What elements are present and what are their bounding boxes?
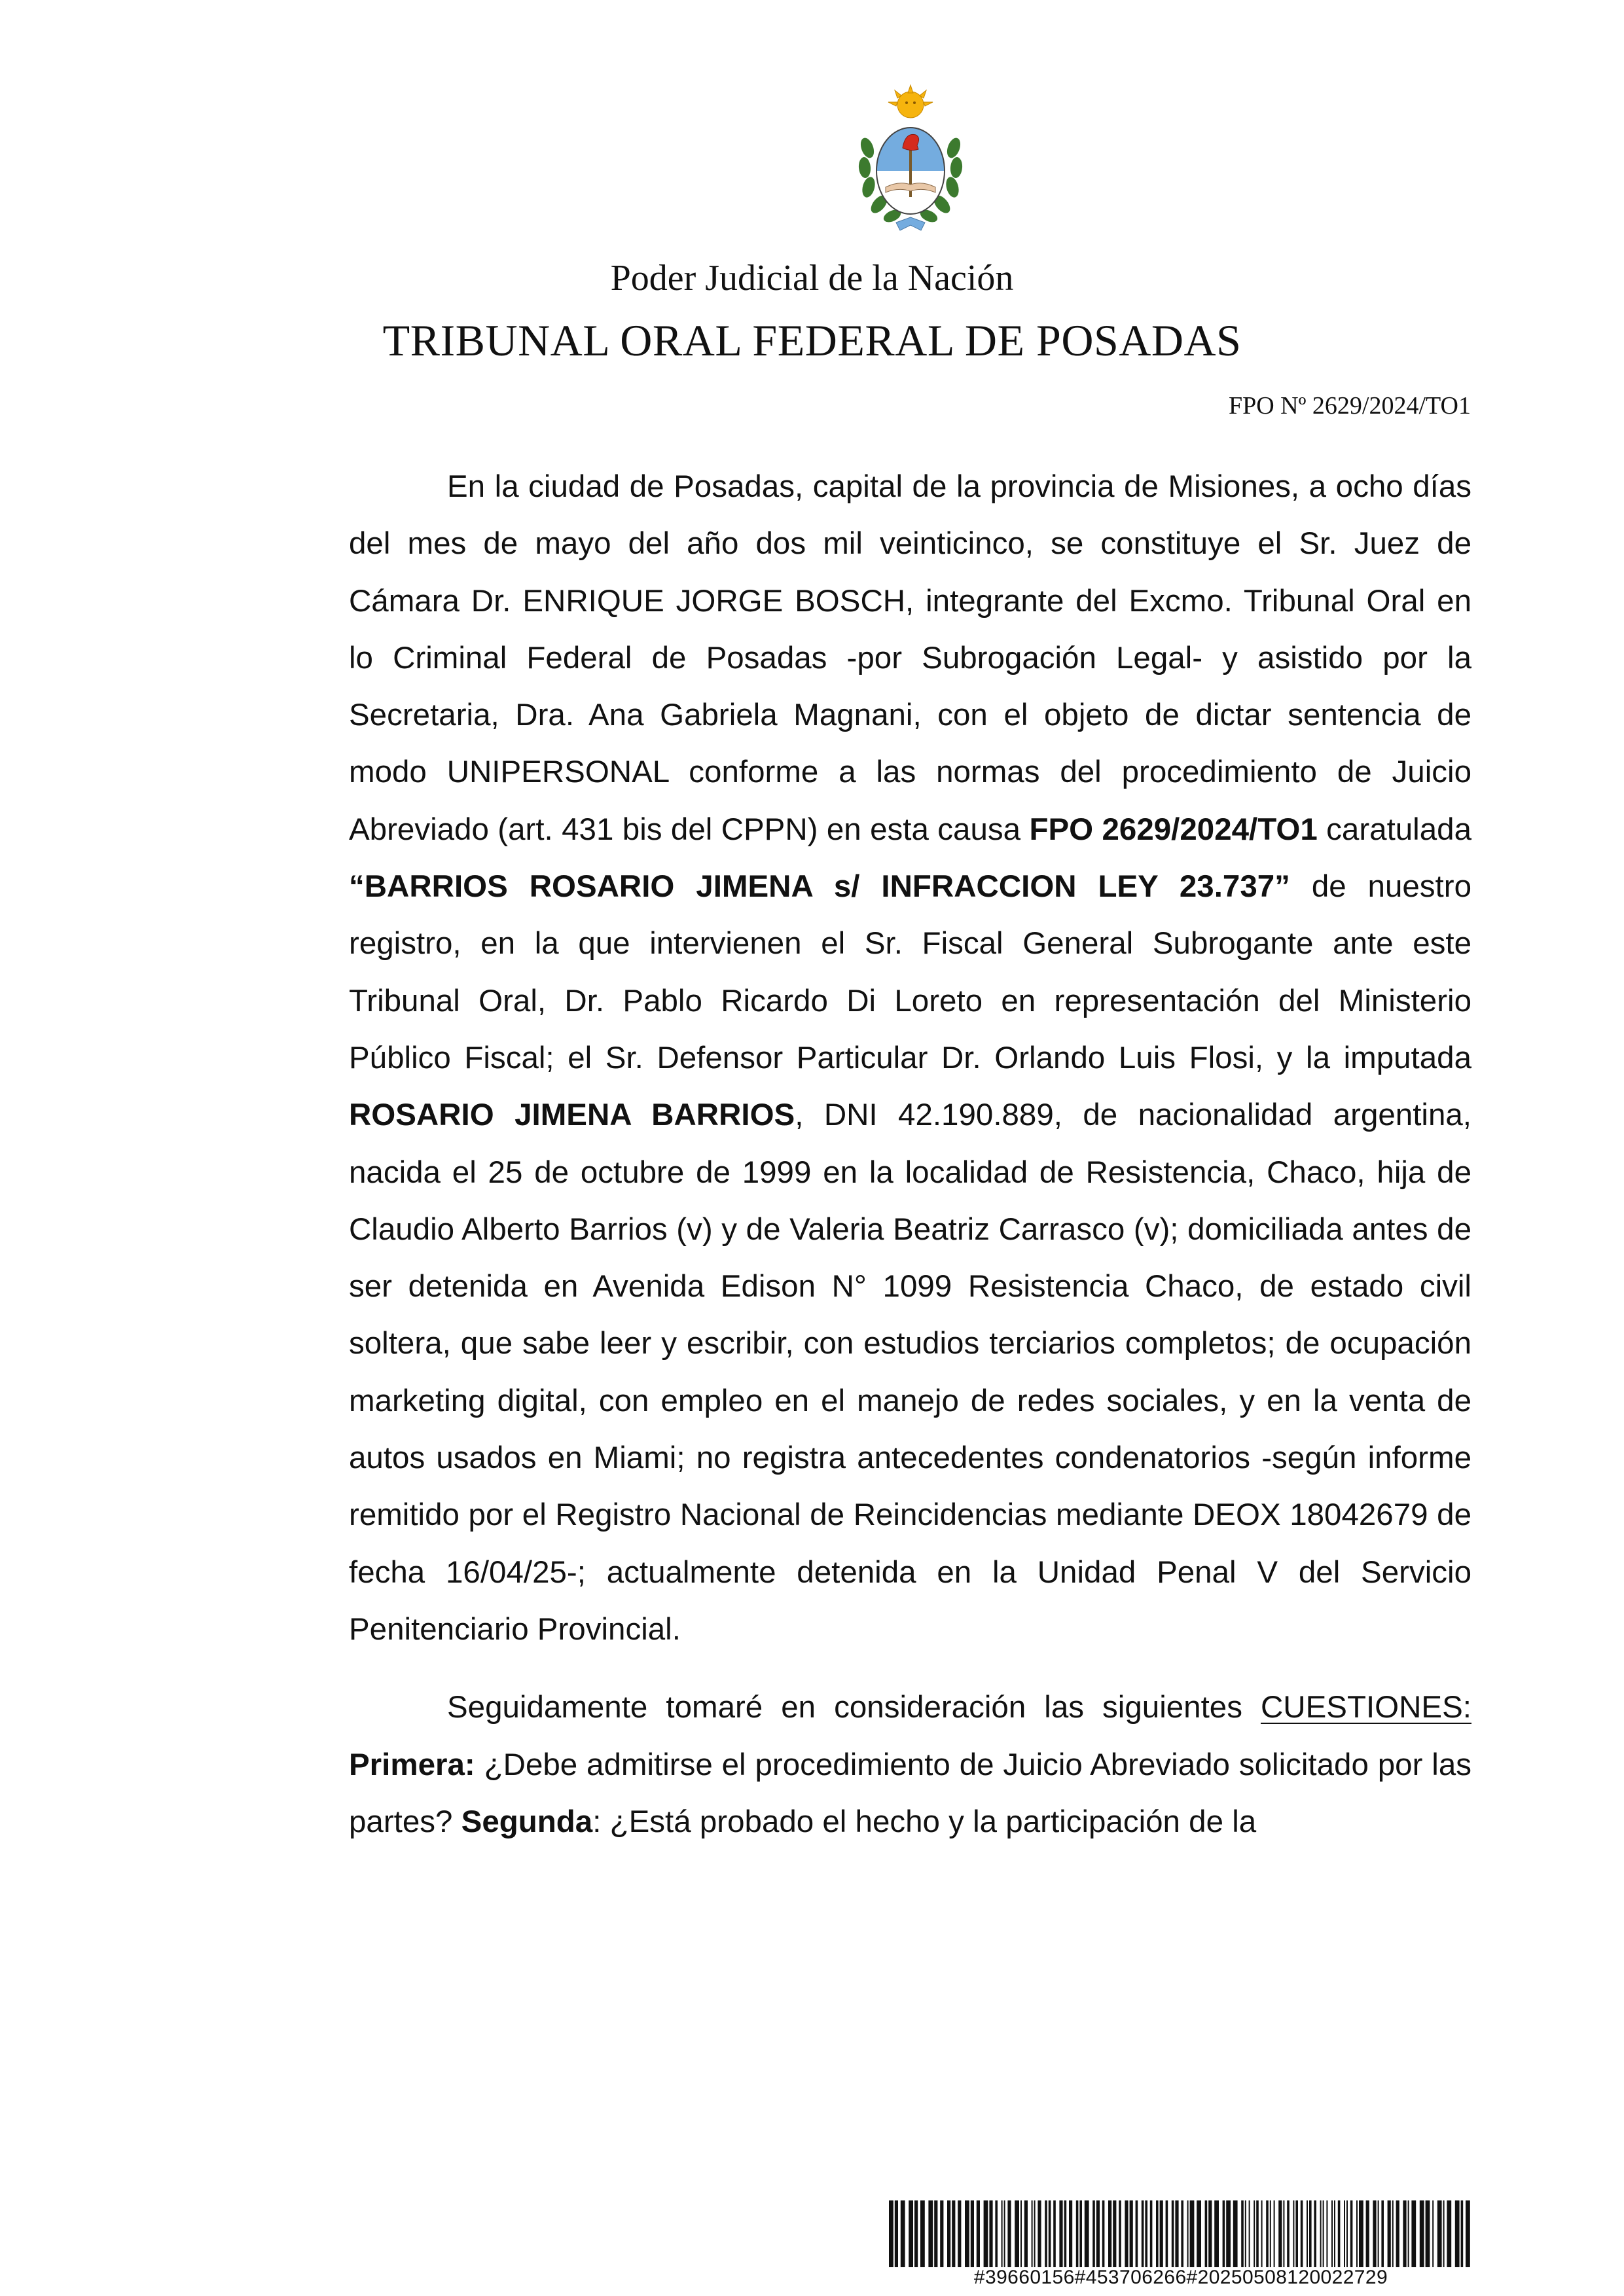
barcode-bar [1004, 2200, 1005, 2267]
p1-text-1: En la ciudad de Posadas, capital de la provincia de Misiones, a ocho días del mes de mayo del año dos mil veinticinco, se constituye el Sr. Juez de Cámara Dr. ENRIQUE JORGE BOSCH, integrante del Excmo. Tribunal Oral en lo Criminal Federal de Posadas -por Subrogación Legal- y asistido por la Secretaria, Dra. Ana Gabriela Magnani, con el objeto de dictar sentencia de modo UNIPERSONAL conforme a las normas del procedimiento de Juicio Abreviado (art. 431 bis del CPPN) en esta causa [349, 469, 1471, 847]
barcode-bar [1283, 2200, 1284, 2267]
barcode-bar [1466, 2200, 1470, 2267]
barcode-bar [1079, 2200, 1082, 2267]
barcode-bar [1102, 2200, 1105, 2267]
barcode-bar [1408, 2200, 1409, 2267]
barcode-bar [1001, 2200, 1003, 2267]
barcode-bar [1096, 2200, 1100, 2267]
barcode-bar [1256, 2200, 1259, 2267]
barcode-bar [947, 2200, 950, 2267]
barcode-bar [1166, 2200, 1168, 2267]
barcode-bar [1378, 2200, 1379, 2267]
court-name: TRIBUNAL ORAL FEDERAL DE POSADAS [382, 315, 1242, 365]
barcode-bar [1420, 2200, 1424, 2267]
barcode-bar [977, 2200, 980, 2267]
barcode-bar [920, 2200, 925, 2267]
barcode-bar [1136, 2200, 1138, 2267]
barcode-bar [1314, 2200, 1316, 2267]
document-body [349, 458, 1471, 1850]
barcode-bar [1160, 2200, 1163, 2267]
barcode-bar [1344, 2200, 1345, 2267]
barcode-bar [1320, 2200, 1322, 2267]
barcode-number: #39660156#453706266#20250508120022729 [973, 2267, 1388, 2288]
barcode-bar [1197, 2200, 1201, 2267]
barcode-bar [1233, 2200, 1238, 2267]
case-reference: FPO Nº 2629/2024/TO1 [1228, 392, 1471, 420]
paragraph-1 [349, 458, 1471, 1658]
barcode-bar [889, 2200, 893, 2267]
barcode-bar [1373, 2200, 1376, 2267]
barcode-bar [1145, 2200, 1147, 2267]
barcode-bar [1092, 2200, 1095, 2267]
institution-name: Poder Judicial de la Nación [610, 258, 1014, 298]
barcode-bar [1356, 2200, 1358, 2267]
barcode-bar [1108, 2200, 1111, 2267]
barcode-bar [1447, 2200, 1451, 2267]
barcode-bar [1125, 2200, 1128, 2267]
case-title-bold: “BARRIOS ROSARIO JIMENA s/ INFRACCION LEY 23.737” [349, 869, 1290, 905]
barcode-bar [1403, 2200, 1406, 2267]
defendant-name-bold: ROSARIO JIMENA BARRIOS [349, 1098, 795, 1133]
barcode-bar [1295, 2200, 1298, 2267]
barcode-bar [1142, 2200, 1144, 2267]
national-coat-of-arms-icon [853, 82, 968, 240]
barcode-bar [1443, 2200, 1445, 2267]
barcode-bar [984, 2200, 988, 2267]
barcode-bar [1190, 2200, 1195, 2267]
barcode-bar [1245, 2200, 1246, 2267]
barcode-bar [1309, 2200, 1312, 2267]
barcode-bar [940, 2200, 943, 2267]
barcode-bar [1049, 2200, 1051, 2267]
barcode-bar [1254, 2200, 1255, 2267]
barcode-bar [1045, 2200, 1047, 2267]
barcode-bar [971, 2200, 974, 2267]
barcode-bar [1175, 2200, 1178, 2267]
barcode-bar [1214, 2200, 1219, 2267]
barcode-bar [1007, 2200, 1011, 2267]
barcode-bar [1053, 2200, 1056, 2267]
barcode-bar [1038, 2200, 1041, 2267]
p2-text-1: Seguidamente tomaré en consideración las siguientes [447, 1690, 1261, 1725]
barcode-bar [1293, 2200, 1294, 2267]
barcode-bar [1278, 2200, 1282, 2267]
barcode-bar [1241, 2200, 1244, 2267]
barcode-bar [1034, 2200, 1036, 2267]
barcode-bar [1381, 2200, 1384, 2267]
barcode-bar [1270, 2200, 1271, 2267]
barcode-bar [1274, 2200, 1275, 2267]
barcode-bar [952, 2200, 955, 2267]
barcode-bar [1205, 2200, 1208, 2267]
barcode-icon [886, 2200, 1475, 2267]
barcode-bar [1338, 2200, 1341, 2267]
barcode-bar [1119, 2200, 1121, 2267]
p2-text-4: : ¿Está probado el hecho y la participación de la [592, 1804, 1257, 1839]
barcode-bar [1172, 2200, 1174, 2267]
barcode-bar [1437, 2200, 1442, 2267]
barcode-bar [1392, 2200, 1394, 2267]
barcode-bar [1326, 2200, 1327, 2267]
p1-text-3: de nuestro registro, en la que intervienen el Sr. Fiscal General Subrogante ante este Tribunal Oral, Dr. Pablo Ricardo Di Loreto en representación del Ministerio Público Fiscal; el Sr. Defensor Particular Dr. Orlando Luis Flosi, y la imputada [349, 869, 1471, 1075]
barcode-bar [965, 2200, 969, 2267]
barcode-bar [1064, 2200, 1067, 2267]
barcode-bar [1249, 2200, 1250, 2267]
barcode-bar [1181, 2200, 1183, 2267]
barcode-bar [1411, 2200, 1416, 2267]
barcode-bar [1150, 2200, 1153, 2267]
barcode-bar [958, 2200, 961, 2267]
barcode-bar [1076, 2200, 1079, 2267]
barcode-bar [1020, 2200, 1022, 2267]
barcode-bar [1334, 2200, 1335, 2267]
barcode-bar [1359, 2200, 1363, 2267]
barcode-bar [909, 2200, 913, 2267]
barcode-bar [1396, 2200, 1399, 2267]
barcode-bar [1307, 2200, 1308, 2267]
paragraph-2 [349, 1679, 1471, 1850]
barcode-bar [1350, 2200, 1353, 2267]
barcode-bar [1024, 2200, 1028, 2267]
p1-text-2: caratulada [1317, 812, 1471, 847]
barcode-bar [901, 2200, 905, 2267]
barcode-bar [1388, 2200, 1391, 2267]
p2-text-3: ¿Debe admitirse el procedimiento de Juicio Abreviado solicitado por las partes? [349, 1747, 1471, 1839]
barcode-bar [1455, 2200, 1460, 2267]
barcode-bar [1015, 2200, 1019, 2267]
second-question-label: Segunda [461, 1804, 593, 1839]
barcode-bar [914, 2200, 918, 2267]
barcode-bar [1069, 2200, 1072, 2267]
barcode-bar [1059, 2200, 1062, 2267]
barcode-bar [934, 2200, 937, 2267]
barcode-bar [995, 2200, 998, 2267]
p1-text-4: , DNI 42.190.889, de nacionalidad argentina, nacida el 25 de octubre de 1999 en la localidad de Resistencia, Chaco, hija de Claudio Alberto Barrios (v) y de Valeria Beatriz Carrasco (v); domiciliada antes de ser detenida en Avenida Edison N° 1099 Resistencia Chaco, de estado civil soltera, que sabe leer y escribir, con estudios terciarios completos; de ocupación marketing digital, con empleo en el manejo de redes sociales, y en la venta de autos usados en Miami; no registra antecedentes condenatorios -según informe remitido por el Registro Nacional de Reincidencias mediante DEOX 18042679 de fecha 16/04/25-; actualmente detenida en la Unidad Penal V del Servicio Penitenciario Provincial. [349, 1098, 1472, 1647]
barcode-bar [1287, 2200, 1290, 2267]
barcode-bar [1156, 2200, 1159, 2267]
barcode-bar [1426, 2200, 1430, 2267]
barcode-bar [1266, 2200, 1269, 2267]
barcode-bar [1366, 2200, 1369, 2267]
barcode-bar [1323, 2200, 1324, 2267]
barcode-bar [1113, 2200, 1116, 2267]
barcode-bar [1261, 2200, 1263, 2267]
barcode-bar [1032, 2200, 1033, 2267]
barcode-bar [1226, 2200, 1231, 2267]
barcode-bar [1432, 2200, 1434, 2267]
first-question-label: Primera: [349, 1747, 475, 1782]
barcode-bar [928, 2200, 933, 2267]
barcode-bar [1461, 2200, 1464, 2267]
barcode-bar [1208, 2200, 1212, 2267]
case-number-bold: FPO 2629/2024/TO1 [1029, 812, 1318, 847]
barcode-bar [1085, 2200, 1089, 2267]
barcode-bar [1331, 2200, 1333, 2267]
barcode-bar [1223, 2200, 1225, 2267]
questions-underlined: CUESTIONES: [1261, 1690, 1471, 1725]
barcode-bar [1130, 2200, 1133, 2267]
barcode-bar [1346, 2200, 1348, 2267]
barcode-bar [989, 2200, 992, 2267]
barcode-bar [895, 2200, 898, 2267]
barcode-bar [1187, 2200, 1189, 2267]
barcode-bar [1301, 2200, 1303, 2267]
